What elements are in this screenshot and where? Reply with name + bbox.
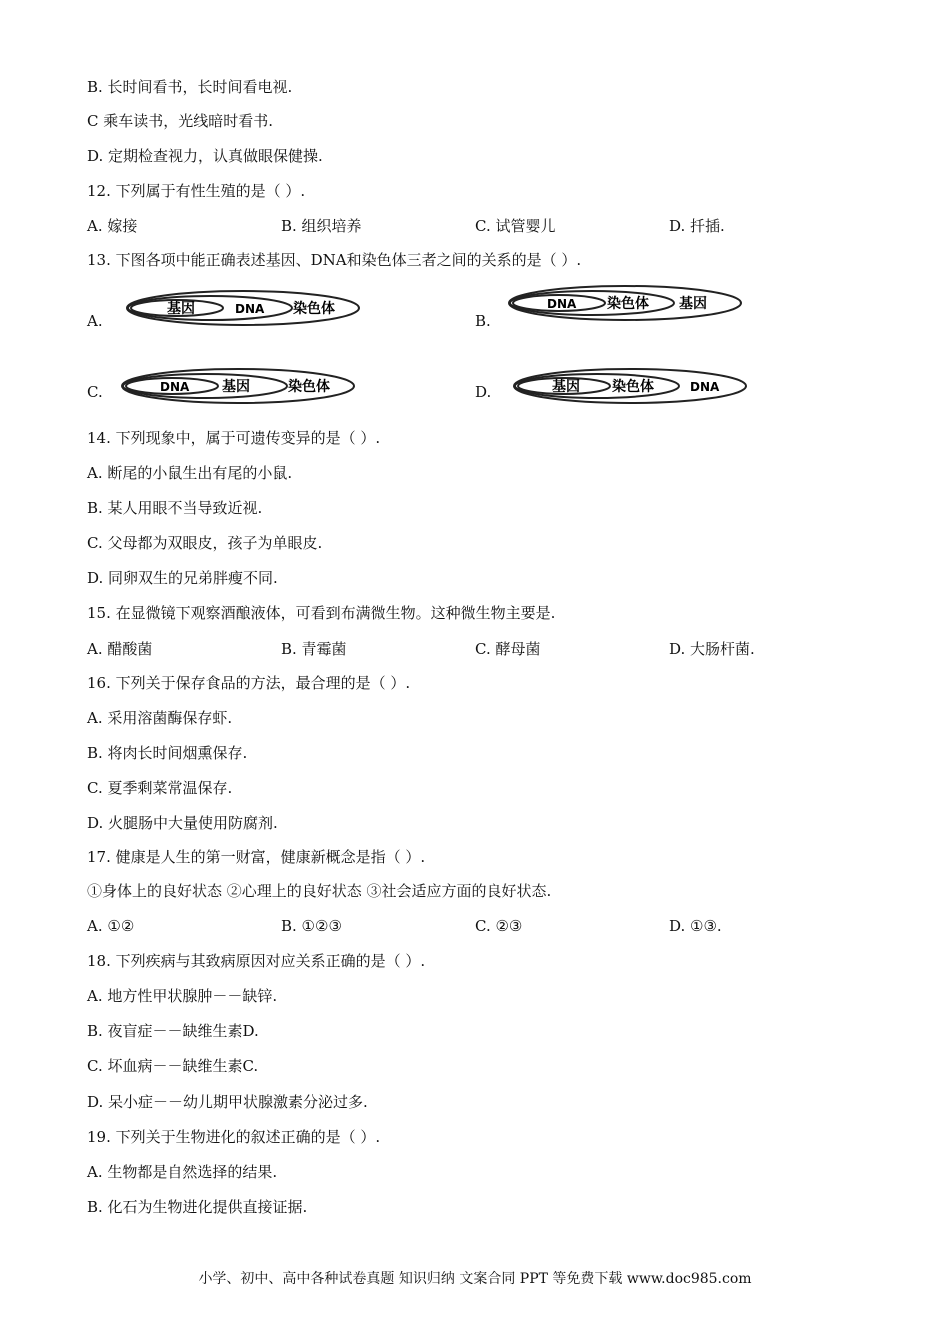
q13-d-outer-label: DNA	[690, 380, 720, 394]
q17-option-d: D. ①③.	[669, 917, 722, 935]
q18-option-b: B. 夜盲症－－缺维生素D.	[87, 1022, 259, 1040]
q12-stem: 12. 下列属于有性生殖的是（ ）.	[87, 182, 306, 200]
page-footer: 小学、初中、高中各种试卷真题 知识归纳 文案合同 PPT 等免费下载 www.doc985.com	[198, 1271, 752, 1287]
q18-option-c: C. 坏血病－－缺维生素C.	[87, 1057, 259, 1075]
q14-option-b: B. 某人用眼不当导致近视.	[87, 499, 263, 517]
q14-stem: 14. 下列现象中，属于可遗传变异的是（ ）.	[87, 429, 381, 447]
q13-b-middle-label: 染色体	[607, 296, 649, 312]
q17-items: ①身体上的良好状态 ②心理上的良好状态 ③社会适应方面的良好状态.	[87, 882, 552, 900]
q18-option-d: D. 呆小症－－幼儿期甲状腺激素分泌过多.	[87, 1093, 368, 1111]
q13-c-middle-label: 基因	[222, 379, 250, 395]
q13-b-outer-label: 基因	[679, 296, 707, 312]
q13-b-inner-label: DNA	[547, 297, 577, 311]
q13-diagram-c	[120, 364, 360, 412]
q17-option-a: A. ①②	[87, 917, 135, 935]
q13-label-d: D.	[475, 383, 492, 401]
q12-option-d: D. 扦插.	[669, 217, 725, 235]
q17-option-b: B. ①②③	[281, 917, 342, 935]
q15-option-d: D. 大肠杆菌.	[669, 640, 755, 658]
q16-option-d: D. 火腿肠中大量使用防腐剂.	[87, 814, 278, 832]
q14-option-c: C. 父母都为双眼皮，孩子为单眼皮.	[87, 534, 323, 552]
q13-a-inner-label: 基因	[167, 301, 195, 317]
q13-label-c: C.	[87, 383, 103, 401]
q16-option-b: B. 将肉长时间烟熏保存.	[87, 744, 248, 762]
q15-option-b: B. 青霉菌	[281, 640, 347, 658]
q13-stem: 13. 下图各项中能正确表述基因、DNA和染色体三者之间的关系的是（ ）.	[87, 251, 582, 269]
q16-stem: 16. 下列关于保存食品的方法，最合理的是（ ）.	[87, 674, 411, 692]
q17-option-c: C. ②③	[475, 917, 523, 935]
q13-diagram-d	[512, 364, 752, 412]
q12-option-c: C. 试管婴儿	[475, 217, 556, 235]
q18-stem: 18. 下列疾病与其致病原因对应关系正确的是（ ）.	[87, 952, 426, 970]
q13-c-outer-label: 染色体	[288, 379, 330, 395]
q13-d-middle-label: 染色体	[612, 379, 654, 395]
q12-option-b: B. 组织培养	[281, 217, 362, 235]
q14-option-d: D. 同卵双生的兄弟胖瘦不同.	[87, 569, 278, 587]
q18-option-a: A. 地方性甲状腺肿－－缺锌.	[87, 987, 278, 1005]
q13-diagram-b	[507, 281, 747, 329]
q11-option-b: B. 长时间看书，长时间看电视.	[87, 78, 293, 96]
q13-c-inner-label: DNA	[160, 380, 190, 394]
q11-option-d: D. 定期检查视力，认真做眼保健操.	[87, 147, 323, 165]
q15-option-a: A. 醋酸菌	[87, 640, 153, 658]
q12-option-a: A. 嫁接	[87, 217, 138, 235]
q15-option-c: C. 酵母菌	[475, 640, 541, 658]
q13-d-inner-label: 基因	[552, 379, 580, 395]
q13-diagram-a	[125, 286, 365, 334]
q13-label-b: B.	[475, 312, 491, 330]
q11-option-c: C 乘车读书，光线暗时看书.	[87, 112, 274, 130]
q16-option-a: A. 采用溶菌酶保存虾.	[87, 709, 233, 727]
q15-stem: 15. 在显微镜下观察酒酿液体，可看到布满微生物。这种微生物主要是.	[87, 604, 556, 622]
q19-option-a: A. 生物都是自然选择的结果.	[87, 1163, 278, 1181]
q19-option-b: B. 化石为生物进化提供直接证据.	[87, 1198, 308, 1216]
q13-label-a: A.	[87, 312, 103, 330]
q17-stem: 17. 健康是人生的第一财富，健康新概念是指（ ）.	[87, 848, 426, 866]
q13-a-outer-label: 染色体	[293, 301, 335, 317]
q13-a-middle-label: DNA	[235, 302, 265, 316]
q19-stem: 19. 下列关于生物进化的叙述正确的是（ ）.	[87, 1128, 381, 1146]
q16-option-c: C. 夏季剩菜常温保存.	[87, 779, 233, 797]
q14-option-a: A. 断尾的小鼠生出有尾的小鼠.	[87, 464, 293, 482]
